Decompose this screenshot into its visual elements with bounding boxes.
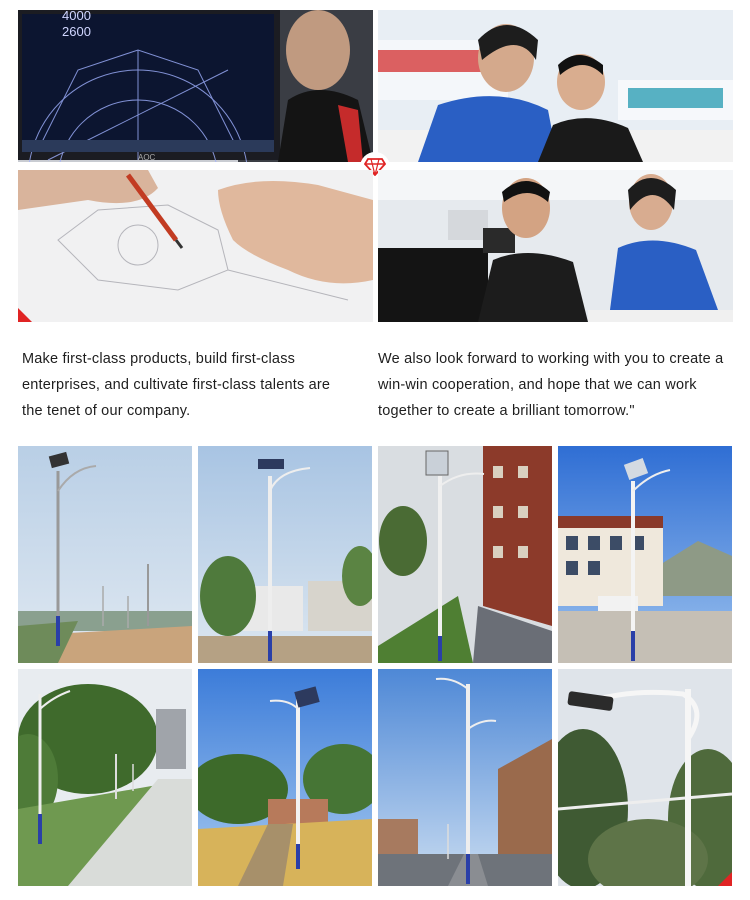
photo-hand-sketch bbox=[18, 170, 373, 322]
company-tenet-text: Make first-class products, build first-class enterprises, and cultivate first-class talents are the tenet of our company. bbox=[22, 351, 331, 419]
photo-streetlight-2 bbox=[198, 446, 372, 663]
photo-streetlight-7 bbox=[378, 669, 552, 886]
photo-team-discussion bbox=[378, 10, 733, 162]
photo-streetlight-4 bbox=[558, 446, 732, 663]
monitor-number-2: 2600 bbox=[62, 24, 91, 39]
cooperation-text: We also look forward to working with you to create a win-win cooperation, and hope that we can work together to create a brilliant tomorrow." bbox=[378, 351, 724, 419]
photo-streetlight-8 bbox=[558, 669, 732, 886]
photo-cad-monitor bbox=[18, 10, 373, 162]
photo-engineers-at-computer bbox=[378, 170, 733, 322]
photo-streetlight-5 bbox=[18, 669, 192, 886]
photo-streetlight-1 bbox=[18, 446, 192, 663]
photo-streetlight-3 bbox=[378, 446, 552, 663]
corner-decoration bbox=[18, 308, 32, 322]
photo-streetlight-6 bbox=[198, 669, 372, 886]
corner-decoration bbox=[718, 872, 732, 886]
monitor-number-1: 4000 bbox=[62, 10, 91, 23]
monitor-brand: AOC bbox=[138, 153, 156, 162]
